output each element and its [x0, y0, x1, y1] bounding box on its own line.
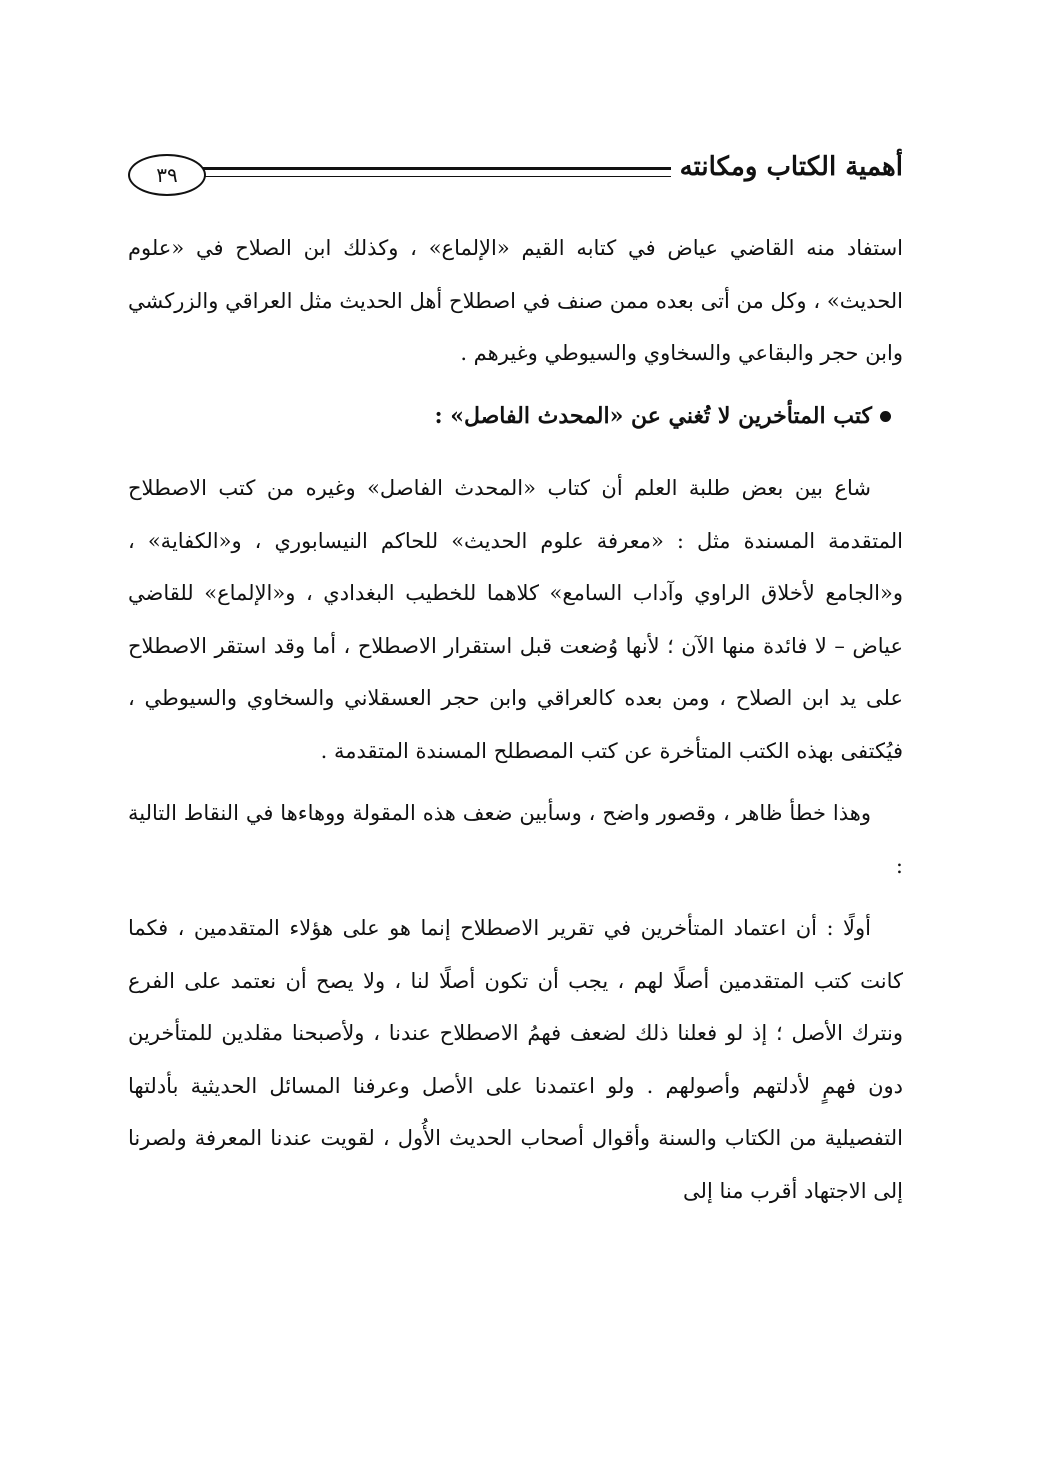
- paragraph-rebuttal: وهذا خطأ ظاهر ، وقصور واضح ، وسأبين ضعف هذه المقولة ووهاءها في النقاط التالية :: [128, 801, 903, 878]
- page-number: ٣٩: [156, 163, 178, 187]
- running-title: أهمية الكتاب ومكانته: [679, 152, 903, 182]
- spacer: [128, 380, 903, 390]
- spacer: [128, 892, 903, 902]
- spacer: [128, 442, 903, 462]
- section-heading-text: كتب المتأخرين لا تُغني عن «المحدث الفاصل» :: [434, 402, 872, 429]
- page-header: [128, 150, 903, 206]
- paragraph-first-point: أولًا : أن اعتماد المتأخرين في تقرير الاصطلاح إنما هو على هؤلاء المتقدمين ، فكما كانت كتب المتقدمين أصلًا لهم ، يجب أن تكون أصلًا لنا ، ولا يصح أن نعتمد على الفرع ونترك الأصل ؛ إذ لو فعلنا ذلك لضعف فهمُ الاصطلاح عندنا ، ولأصبحنا مقلدين للمتأخرين دون فهمٍ لأدلتهم وأصولهم . ولو اعتمدنا على الأصل وعرفنا المسائل الحديثية بأدلتها التفصيلية من الكتاب والسنة وأقوال أصحاب الحديث الأُول ، لقويت عندنا المعرفة ولصرنا إلى الاجتهاد أقرب منا إلى: [128, 916, 903, 1203]
- header-rule: [202, 167, 671, 177]
- page-body: [128, 222, 903, 1217]
- spacer: [128, 777, 903, 787]
- paragraph-claim: شاع بين بعض طلبة العلم أن كتاب «المحدث الفاصل» وغيره من كتب الاصطلاح المتقدمة المسندة مثل : «معرفة علوم الحديث» للحاكم النيسابوري ، و«الكفاية» ، و«الجامع لأخلاق الراوي وآداب السامع» كلاهما للخطيب البغدادي ، و«الإلماع» للقاضي عياض – لا فائدة منها الآن ؛ لأنها وُضعت قبل استقرار الاصطلاح ، أما وقد استقر الاصطلاح على يد ابن الصلاح ، ومن بعده كالعراقي وابن حجر العسقلاني والسخاوي والسيوطي ، فيُكتفى بهذه الكتب المتأخرة عن كتب المصطلح المسندة المتقدمة .: [128, 476, 904, 763]
- intro-paragraph: استفاد منه القاضي عياض في كتابه القيم «الإلماع» ، وكذلك ابن الصلاح في «علوم الحديث» ، وكل من أتى بعده ممن صنف في اصطلاح أهل الحديث مثل العراقي والزركشي وابن حجر والبقاعي والسخاوي والسيوطي وغيرهم .: [128, 236, 903, 365]
- page-number-badge: [128, 154, 206, 196]
- bullet-icon: [880, 411, 891, 422]
- section-heading: [128, 390, 903, 443]
